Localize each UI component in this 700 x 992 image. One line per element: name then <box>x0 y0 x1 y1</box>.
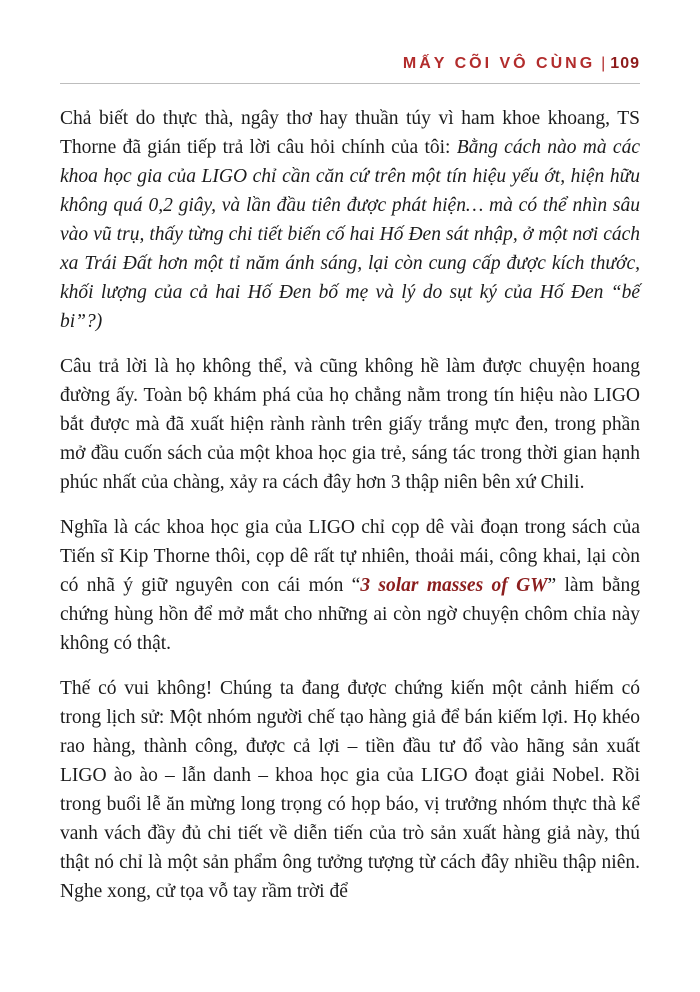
paragraph-3-tail: ” làm bằng chứng hùng hồn để mở mắt cho những ai còn ngờ chuyện chôm chỉa này không có thật. <box>60 575 640 654</box>
page-header <box>60 54 640 74</box>
paragraph-1-quoted-question: Bằng cách nào mà các khoa học gia của LIGO chỉ cần căn cứ trên một tín hiệu yếu ớt, hiện hữu không quá 0,2 giây, và lần đầu tiên được phát hiện… mà có thể nhìn sâu vào vũ trụ, thấy từng chi tiết biến cố hai Hố Đen sát nhập, ở một nơi cách xa Trái Đất hơn một tỉ năm ánh sáng, lại còn cung cấp được kích thước, khối lượng của cả hai Hố Đen bố mẹ và lý do sụt ký của Hố Đen “bế bi”?) <box>60 137 640 332</box>
body-text <box>60 104 640 906</box>
paragraph-4 <box>60 674 640 906</box>
highlight-phrase: 3 solar masses of GW <box>360 575 548 596</box>
paragraph-2 <box>60 352 640 497</box>
header-rule <box>60 83 640 84</box>
paragraph-2-text: Câu trả lời là họ không thể, và cũng không hề làm được chuyện hoang đường ấy. Toàn bộ khám phá của họ chẳng nằm trong tín hiệu nào LIGO bắt được mà đã xuất hiện rành rành trên giấy trắng mực đen, trong phần mở đầu cuốn sách của một khoa học gia trẻ, sáng tác trong thời gian hạnh phúc nhất của chàng, xảy ra cách đây hơn 3 thập niên bên xứ Chili. <box>60 356 640 493</box>
paragraph-3 <box>60 513 640 658</box>
running-title: MẤY CÕI VÔ CÙNG <box>402 55 596 72</box>
paragraph-3-lead: Nghĩa là các khoa học gia của LIGO chỉ cọp dê vài đoạn trong sách của Tiến sĩ Kip Thorne thôi, cọp dê rất tự nhiên, thoải mái, công khai, lại còn có nhã ý giữ nguyên con cái món “ <box>60 517 640 596</box>
paragraph-1 <box>60 104 640 336</box>
paragraph-1-intro: Chả biết do thực thà, ngây thơ hay thuần túy vì ham khoe khoang, TS Thorne đã gián tiếp trả lời câu hỏi chính của tôi: <box>60 108 640 158</box>
paragraph-4-text: Thế có vui không! Chúng ta đang được chứng kiến một cảnh hiếm có trong lịch sử: Một nhóm người chế tạo hàng giả để bán kiếm lợi. Họ khéo rao hàng, thành công, được cả lợi – tiền đầu tư đổ vào hãng sản xuất LIGO ào ào – lẫn danh – khoa học gia của LIGO đoạt giải Nobel. Rồi trong buổi lễ ăn mừng long trọng có họp báo, vị trưởng nhóm thực thà kể vanh vách đầy đủ chi tiết về diễn tiến của trò sản xuất hàng giả này, thú thật nó chỉ là một sản phẩm ông tưởng tượng từ cách đây nhiều thập niên. Nghe xong, cử tọa vỗ tay rầm trời để <box>60 678 640 902</box>
page-number: 109 <box>610 55 640 72</box>
header-separator: | <box>601 55 609 72</box>
